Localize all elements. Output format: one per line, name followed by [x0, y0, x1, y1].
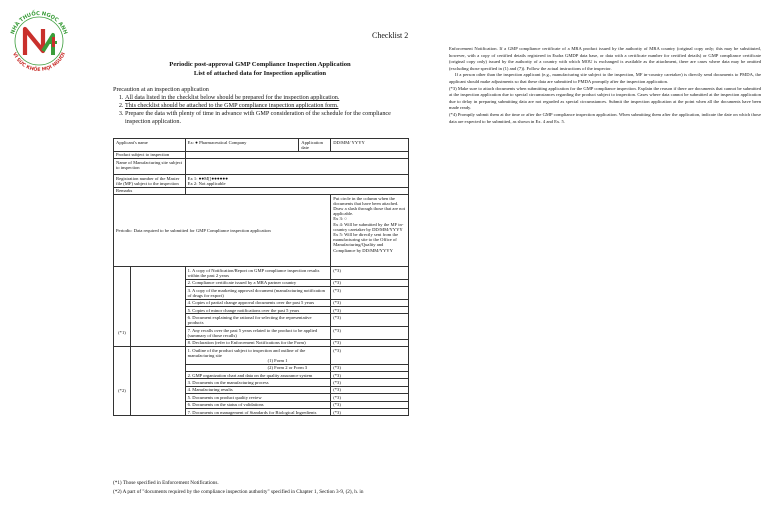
- logo-arc-top: NHÀ THUỐC NGỌC ANH: [9, 10, 69, 36]
- product-label: Product subject to inspection: [114, 151, 186, 158]
- item-14: 6. Documents on the status of validations: [185, 401, 331, 408]
- mark-3: (*3): [331, 326, 409, 339]
- heading-line2: List of attached data for Inspection application: [193, 70, 327, 77]
- item-12: 4. Manufacturing results: [185, 386, 331, 393]
- mf-label: Registration number of the Master file (MF) subject to the inspection: [114, 174, 186, 187]
- svg-text:NHÀ THUỐC NGỌC ANH: [10, 9, 68, 35]
- table-row: [114, 139, 409, 152]
- mark-3: (*3): [331, 394, 409, 401]
- remarks-label: Remarks: [114, 187, 186, 194]
- item-6: 6. Document explaining the rational for selecting the representative products: [185, 314, 331, 327]
- item-2: 2. Compliance certificate issued by a MRA partner country: [185, 279, 331, 286]
- item-9: 1. Outline of the product subject to inspection and outline of the manufacturing site (1) Form 1: [185, 346, 331, 364]
- right-column-text: [449, 46, 761, 125]
- item-3: 3. A copy of the marketing approval document (manufacturing notification of drugs for export): [185, 286, 331, 299]
- mf-value: Ex 1: ●●M[]●●●●●● Ex 2: Not applicable: [185, 174, 408, 187]
- mark-3: (*3): [331, 339, 409, 346]
- date-label: Application date: [299, 139, 331, 152]
- item-9-form2: (2) Form 2 or Form 3: [185, 364, 331, 371]
- mark-3: (*3): [331, 306, 409, 313]
- item-13: 5. Documents on product quality review: [185, 394, 331, 401]
- item-4: 4. Copies of partial change approval documents over the past 5 years: [185, 299, 331, 306]
- form-heading: [110, 60, 410, 78]
- applicant-value: Ex: ● Pharmaceutical Company: [185, 139, 299, 152]
- mark-3: (*3): [331, 372, 409, 379]
- mark-3: (*3): [331, 346, 409, 364]
- item-5: 5. Copies of minor change notifications over the past 5 years: [185, 306, 331, 313]
- mark-1: (*1): [118, 329, 126, 335]
- mark-3: (*3): [331, 409, 409, 416]
- footnotes: [113, 479, 443, 497]
- mark-3: (*3): [331, 379, 409, 386]
- paragraph: (*4) Promptly submit them at the time or after the GMP compliance inspection application. When submitting them after the application, indicate the date on which those data are expected to be submitted, as shown in Ex. 4 and Ex. 5.: [449, 111, 761, 124]
- table-row: [114, 151, 409, 158]
- instructions-cell: Put circle in the column when the documents that have been attached. Draw a slash through those that are not applicable. Ex 3: ○ Ex 4: Will be submitted by the MF in-country caretaker by DD/MM/YYYY Ex 5: Will be directly sent from the manufacturing site to the Office of Manufacturing/Quality and Compliance by DD/MM/YYYY: [331, 194, 409, 266]
- page-title: Checklist 2: [372, 31, 409, 40]
- mark-3: (*3): [331, 386, 409, 393]
- table-row: [114, 158, 409, 174]
- footnote: (*2) A part of "documents required by the compliance inspection authority" specified in Chapter 1, Section 3-9, (2), h. in: [113, 489, 364, 495]
- footnote: (*1) Those specified in Enforcement Notifications.: [113, 480, 219, 486]
- precaution-section: [113, 86, 403, 126]
- mark-3: (*3): [331, 279, 409, 286]
- mark-3: (*3): [331, 314, 409, 327]
- periodic-label: Periodic: Data required to be submitted for GMP Compliance inspection application: [114, 194, 331, 266]
- item-10: 2. GMP organization chart and data on the quality assurance system: [185, 372, 331, 379]
- paragraph: If a person other than the inspection applicant (e.g., manufacturing site subject to the inspection, MF in-country caretaker) is directly send documents to PMDA, the applicant should make adjustments so that these data are submitted to PMDA promptly after the inspection application.: [449, 72, 761, 84]
- applicant-label: Applicant's name: [114, 139, 186, 152]
- item-1: 1. A copy of Notification/Report on GMP compliance inspection results within the past 2 years: [185, 266, 331, 279]
- table-row: [114, 174, 409, 187]
- site-label: Name of Manufacturing site subject to inspection: [114, 158, 186, 174]
- item-11: 3. Documents on the manufacturing process: [185, 379, 331, 386]
- mark-3: (*3): [331, 401, 409, 408]
- table-row: [114, 346, 409, 364]
- item-8: 8. Declaration (refer to Enforcement Notifications for the Form): [185, 339, 331, 346]
- precaution-item: 1. All data listed in the checklist below should be prepared for the inspection application.: [125, 94, 403, 102]
- item-15: 7. Documents on management of Standards for Biological Ingredients: [185, 409, 331, 416]
- mark-3: (*3): [331, 286, 409, 299]
- item-7: 7. Any recalls over the past 5 years related to the product to be applied (summary of those recalls): [185, 326, 331, 339]
- mark-3: (*3): [331, 299, 409, 306]
- date-value: DD/MM/ YYYY: [331, 139, 409, 152]
- table-row: [114, 187, 409, 194]
- precaution-item: 2. This checklist should be attached to the GMP compliance inspection application form.: [125, 102, 403, 110]
- checklist-table: [113, 138, 409, 416]
- precaution-item: 3. Prepare the data with plenty of time in advance with GMP consideration of the schedule for the compliance inspection application.: [125, 110, 403, 126]
- mark-2: (*2): [118, 387, 126, 393]
- paragraph: (*3) Make sure to attach documents when submitting application for the GMP compliance inspection. Explain the reason if there are documents that cannot be submitted at the inspection application due to special circumstances regarding the product subject to inspection. Cases where data cannot be submitted at the inspection application due to delay in preparing submitting data are not regarded as special circumstances. Submit the inspection application at the point when all the documents have been made ready.: [449, 85, 761, 111]
- mark-3: (*3): [331, 364, 409, 371]
- paragraph: Enforcement Notification. If a GMP compliance certificate of a MRA product issued by the authority of MRA country (original copy only; this may be substituted, however, with a copy of certified details registered in Eudra GMDP data base, or data with a certificate number for certified details) or GMP compliance certificate (original copy only) issued by the authority of a country with which MOU is exchanged is available as the attachment, there are cases where data may be omitted (excluding those specified in (1) and (7)). Follow the actual instructions of the inspector.: [449, 46, 761, 71]
- heading-line1: Periodic post-approval GMP Compliance Inspection Application: [169, 61, 351, 68]
- precaution-title: Precaution at an inspection application: [113, 86, 209, 93]
- table-row: [114, 266, 409, 279]
- mark-3: (*3): [331, 266, 409, 279]
- logo-arc-bottom: VÌ SỨC KHỎE MỌI NGƯỜI: [11, 51, 67, 74]
- pharmacy-logo: [3, 5, 75, 77]
- table-row: [114, 194, 409, 266]
